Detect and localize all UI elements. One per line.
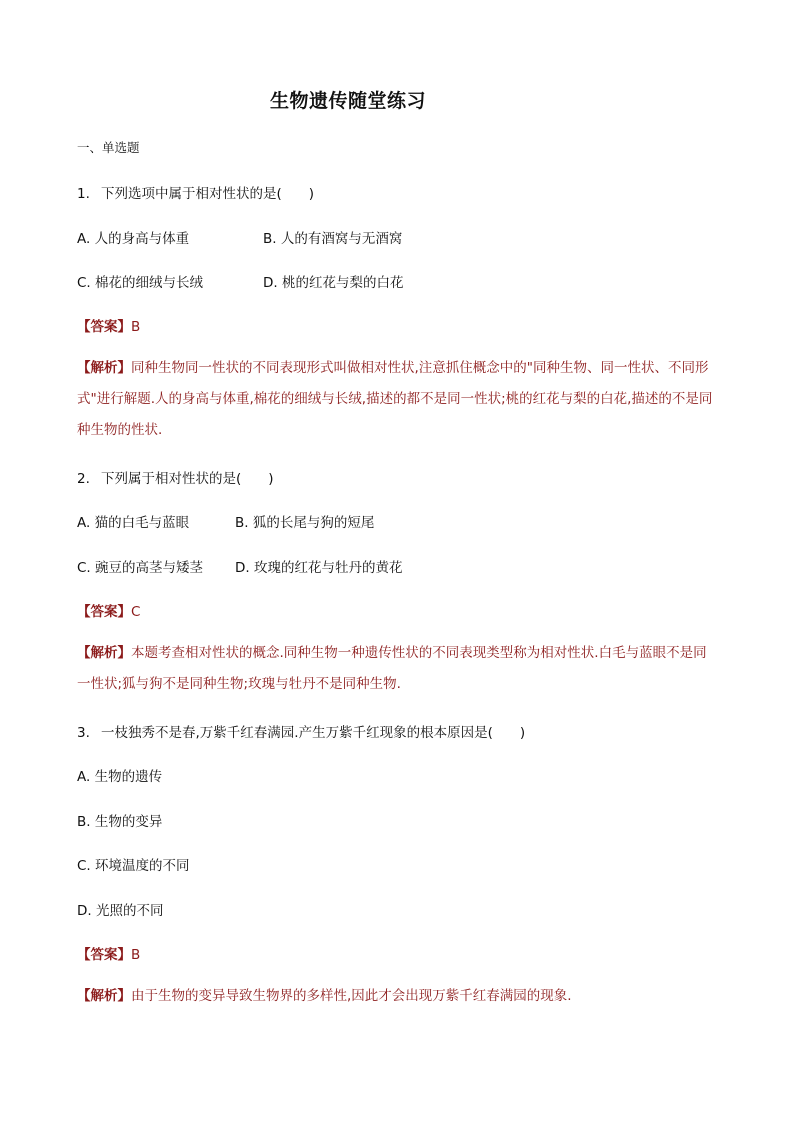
analysis-text: 同种生物同一性状的不同表现形式叫做相对性状,注意抓住概念中的"同种生物、同一性状、不同形式"进行解题.人的身高与体重,棉花的细绒与长绒,描述的都不是同一性状;桃的红花与梨的白花,描述的不是同种生物的性状. xyxy=(77,360,713,438)
question-2-options-row-1 xyxy=(77,511,374,531)
question-3-option-d: D. 光照的不同 xyxy=(77,903,164,919)
question-text: 一枝独秀不是春,万紫千红春满园.产生万紫千红现象的根本原因是( ) xyxy=(101,725,526,741)
analysis-text: 本题考查相对性状的概念.同种生物一种遗传性状的不同表现类型称为相对性状.白毛与蓝眼不是同一性状;狐与狗不是同种生物;玫瑰与牡丹不是同种生物. xyxy=(77,645,707,692)
option-c: C. 棉花的细绒与长绒 xyxy=(77,275,204,291)
analysis-tag: 【解析】 xyxy=(77,645,131,661)
answer-value: C xyxy=(131,604,141,620)
option-a: A. 人的身高与体重 xyxy=(77,231,190,247)
question-2-stem xyxy=(77,467,274,487)
option-d: D. 玫瑰的红花与牡丹的黄花 xyxy=(235,560,403,576)
question-3-analysis xyxy=(77,981,717,1012)
question-number: 1. xyxy=(77,186,90,202)
question-3-option-a: A. 生物的遗传 xyxy=(77,769,163,785)
analysis-text: 由于生物的变异导致生物界的多样性,因此才会出现万紫千红春满园的现象. xyxy=(131,988,572,1004)
option-c: C. 豌豆的高茎与矮茎 xyxy=(77,560,204,576)
option-b: B. 人的有酒窝与无酒窝 xyxy=(263,231,403,247)
answer-tag: 【答案】 xyxy=(77,319,131,335)
page-title: 生物遗传随堂练习 xyxy=(270,90,427,112)
question-text: 下列属于相对性状的是( ) xyxy=(101,471,274,487)
answer-tag: 【答案】 xyxy=(77,947,131,963)
question-2-analysis xyxy=(77,638,717,700)
question-1-options-row-2 xyxy=(77,271,403,291)
option-d: D. 桃的红花与梨的白花 xyxy=(263,275,404,291)
option-b: B. 狐的长尾与狗的短尾 xyxy=(235,515,375,531)
analysis-tag: 【解析】 xyxy=(77,360,131,376)
answer-tag: 【答案】 xyxy=(77,604,131,620)
question-3-answer xyxy=(77,943,140,963)
question-3-option-c: C. 环境温度的不同 xyxy=(77,858,190,874)
question-2-answer xyxy=(77,600,140,620)
question-2-options-row-2 xyxy=(77,556,402,576)
question-1-stem xyxy=(77,182,314,202)
question-text: 下列选项中属于相对性状的是( ) xyxy=(101,186,315,202)
answer-value: B xyxy=(131,947,141,963)
question-number: 2. xyxy=(77,471,90,487)
answer-value: B xyxy=(131,319,141,335)
analysis-tag: 【解析】 xyxy=(77,988,131,1004)
option-a: A. 猫的白毛与蓝眼 xyxy=(77,515,190,531)
question-1-options-row-1 xyxy=(77,227,402,247)
question-1-answer xyxy=(77,315,140,335)
question-number: 3. xyxy=(77,725,90,741)
question-1-analysis xyxy=(77,353,717,446)
section-heading: 一、单选题 xyxy=(77,140,140,155)
question-3-option-b: B. 生物的变异 xyxy=(77,814,163,830)
question-3-stem xyxy=(77,721,525,741)
